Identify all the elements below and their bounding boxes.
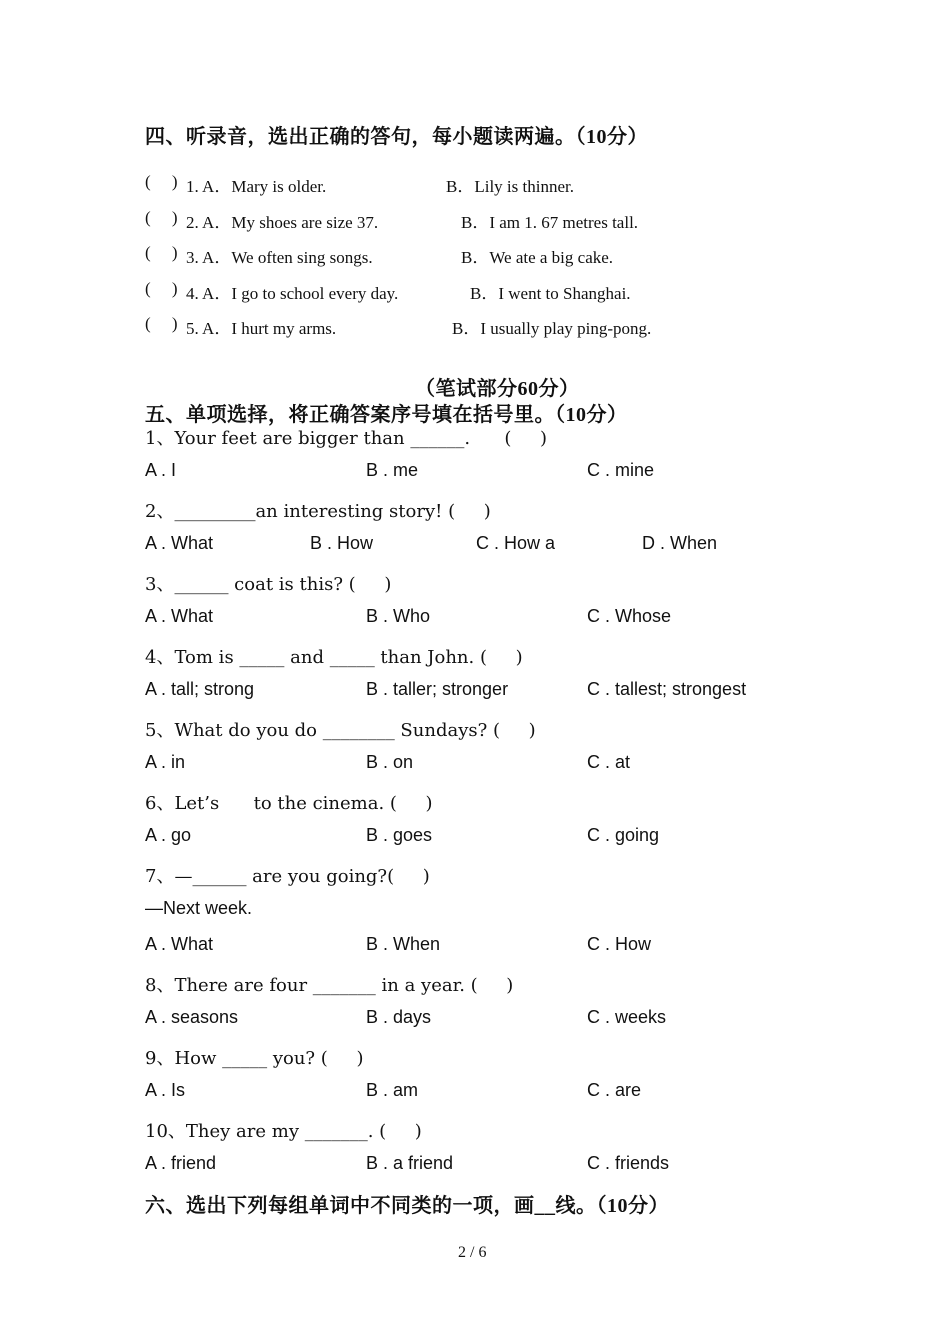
listen-option-a-2: 2. A．My shoes are size 37. (186, 213, 379, 232)
q8-option-a: A . seasons (145, 1007, 239, 1027)
q8-option-b: B . days (366, 1007, 432, 1027)
q1-option-c: C . mine (587, 460, 655, 480)
question-4: 4、Tom is _____ and _____ than John. ( ) (145, 647, 523, 668)
listen-option-b-4: B．I went to Shanghai. (470, 284, 631, 303)
q7-option-c: C . How (587, 934, 652, 954)
q9-option-a: A . Is (145, 1080, 186, 1100)
q7-option-a: A . What (145, 934, 214, 954)
q7-reply: —Next week. (145, 898, 253, 918)
q10-option-a: A . friend (145, 1153, 217, 1173)
question-2: 2、_________an interesting story! ( ) (145, 501, 491, 522)
q4-option-b: B . taller; stronger (366, 679, 509, 699)
listen-option-a-4: 4. A．I go to school every day. (186, 284, 399, 303)
question-7: 7、—______ are you going?( ) (145, 866, 430, 887)
section6-title: 六、选出下列每组单词中不同类的一项，画__线。（10分） (145, 1195, 669, 1217)
q6-option-c: C . going (587, 825, 660, 845)
q3-option-a: A . What (145, 606, 214, 626)
written-part-title: （笔试部分60分） (415, 378, 580, 400)
q6-option-b: B . goes (366, 825, 433, 845)
q2-option-b: B . How (310, 533, 374, 553)
question-6: 6、Let’s to the cinema. ( ) (145, 793, 433, 814)
q5-option-c: C . at (587, 752, 631, 772)
listen-bracket-4: ( ) (145, 279, 178, 298)
question-10: 10、They are my _______. ( ) (145, 1121, 422, 1142)
q2-option-c: C . How a (476, 533, 556, 553)
listen-bracket-1: ( ) (145, 172, 178, 191)
question-5: 5、What do you do ________ Sundays? ( ) (145, 720, 536, 741)
question-1: 1、Your feet are bigger than ______. ( ) (145, 428, 548, 449)
question-3: 3、______ coat is this? ( ) (145, 574, 392, 595)
q4-option-a: A . tall; strong (145, 679, 255, 699)
q9-option-b: B . am (366, 1080, 419, 1100)
q2-option-a: A . What (145, 533, 214, 553)
section5-title: 五、单项选择，将正确答案序号填在括号里。（10分） (145, 404, 628, 426)
q7-option-b: B . When (366, 934, 441, 954)
q10-option-c: C . friends (587, 1153, 670, 1173)
section4-title: 四、听录音，选出正确的答句，每小题读两遍。（10分） (145, 126, 648, 148)
listen-bracket-3: ( ) (145, 243, 178, 262)
q2-option-d: D . When (642, 533, 718, 553)
q5-option-a: A . in (145, 752, 186, 772)
listen-bracket-5: ( ) (145, 314, 178, 333)
q1-option-a: A . I (145, 460, 177, 480)
q9-option-c: C . are (587, 1080, 642, 1100)
listen-option-b-3: B．We ate a big cake. (461, 248, 614, 267)
q10-option-b: B . a friend (366, 1153, 454, 1173)
listen-bracket-2: ( ) (145, 208, 178, 227)
question-8: 8、There are four _______ in a year. ( ) (145, 975, 514, 996)
listen-option-b-5: B．I usually play ping-pong. (452, 319, 652, 338)
q6-option-a: A . go (145, 825, 192, 845)
q3-option-b: B . Who (366, 606, 431, 626)
page-number: 2 / 6 (458, 1244, 487, 1261)
listen-option-b-1: B．Lily is thinner. (446, 177, 574, 196)
q3-option-c: C . Whose (587, 606, 672, 626)
q5-option-b: B . on (366, 752, 414, 772)
listen-option-a-5: 5. A．I hurt my arms. (186, 319, 337, 338)
q8-option-c: C . weeks (587, 1007, 667, 1027)
listen-option-b-2: B．I am 1. 67 metres tall. (461, 213, 639, 232)
listen-option-a-1: 1. A．Mary is older. (186, 177, 327, 196)
q1-option-b: B . me (366, 460, 419, 480)
listen-option-a-3: 3. A．We often sing songs. (186, 248, 373, 267)
question-9: 9、How _____ you? ( ) (145, 1048, 364, 1069)
q4-option-c: C . tallest; strongest (587, 679, 747, 699)
